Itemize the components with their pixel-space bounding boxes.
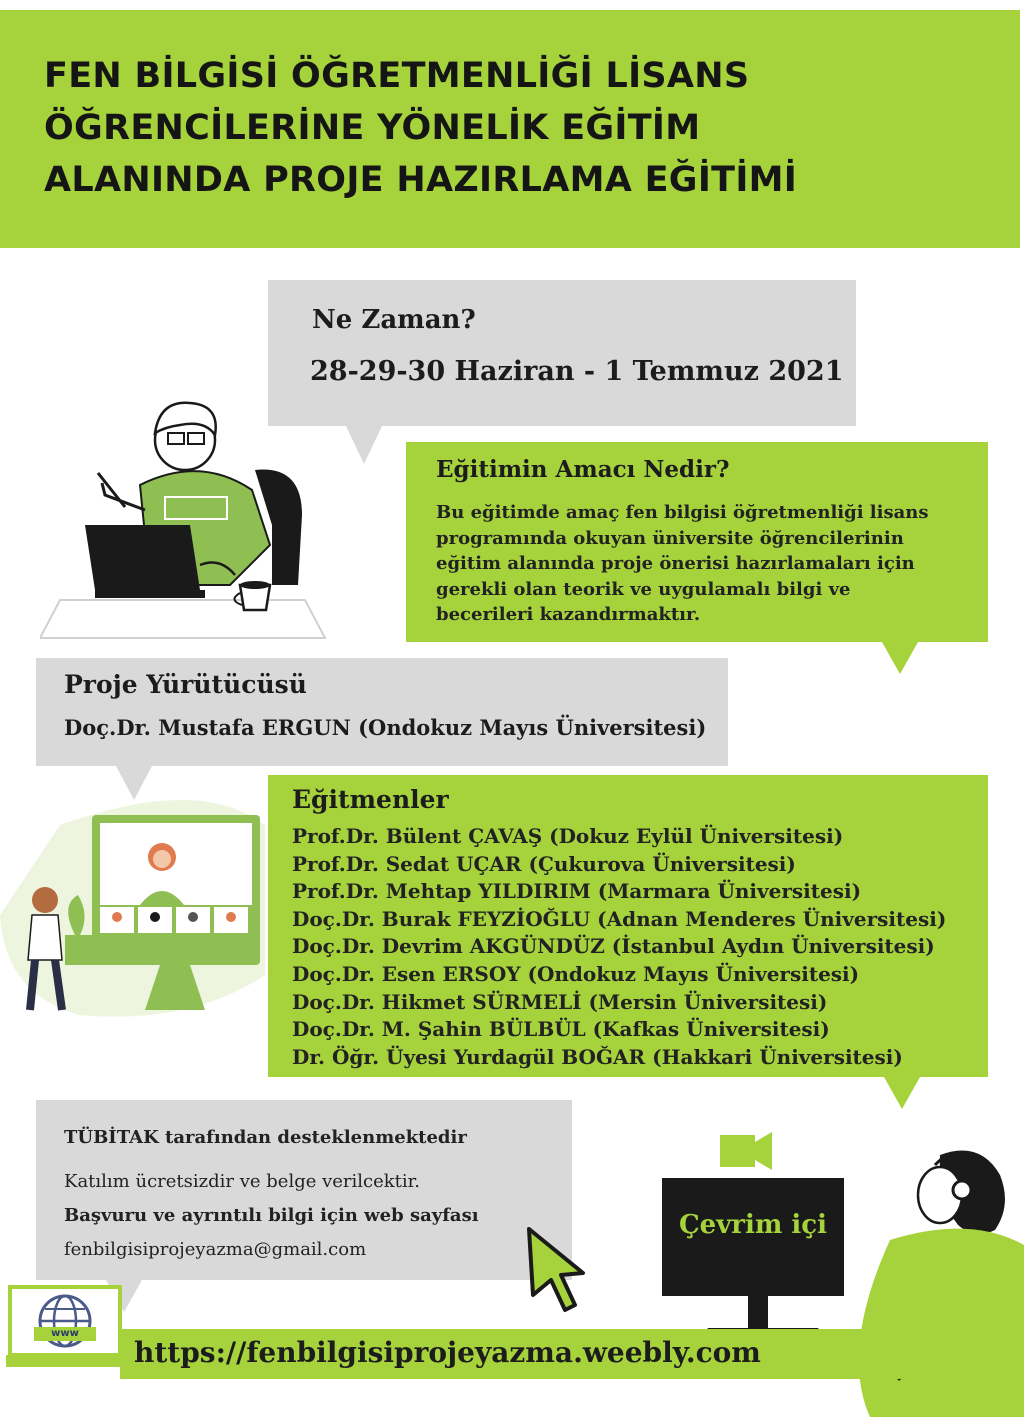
- when-box: [268, 280, 856, 426]
- trainer-item: Doç.Dr. M. Şahin BÜLBÜL (Kafkas Üniversitesi): [292, 1017, 830, 1042]
- purpose-line-5: becerileri kazandırmaktır.: [436, 604, 701, 625]
- trainer-item: Prof.Dr. Bülent ÇAVAŞ (Dokuz Eylül Üniversitesi): [292, 824, 844, 848]
- trainer-item: Doç.Dr. Esen ERSOY (Ondokuz Mayıs Üniversitesi): [292, 961, 860, 986]
- globe-laptop-icon: [6, 1283, 124, 1371]
- cursor-arrow-icon: [525, 1225, 589, 1315]
- free-text: Katılım ücretsizdir ve belge verilcektir.: [64, 1171, 421, 1192]
- title-line-3: ALANINDA PROJE HAZIRLAMA EĞİTİMİ: [44, 160, 798, 200]
- contact-email[interactable]: fenbilgisiprojeyazma@gmail.com: [64, 1239, 367, 1260]
- purpose-line-2: programında okuyan üniversite öğrencilerinin: [436, 527, 904, 549]
- website-url[interactable]: https://fenbilgisiprojeyazma.weebly.com: [134, 1336, 761, 1369]
- purpose-label: Eğitimin Amacı Nedir?: [436, 456, 730, 483]
- trainers-list: [292, 823, 946, 1071]
- purpose-line-3: eğitim alanında proje önerisi hazırlamaları için: [436, 553, 915, 574]
- trainer-item: Doç.Dr. Devrim AKGÜNDÜZ (İstanbul Aydın Üniversitesi): [292, 934, 935, 959]
- video-call-illustration: [0, 785, 272, 1030]
- title-line-2: ÖĞRENCİLERİNE YÖNELİK EĞİTİM: [44, 108, 701, 148]
- trainer-item: Prof.Dr. Sedat UÇAR (Çukurova Üniversitesi): [292, 851, 796, 876]
- when-box-pointer: [346, 426, 382, 464]
- header-banner: [0, 10, 1020, 248]
- when-dates: 28-29-30 Haziran - 1 Temmuz 2021: [310, 356, 844, 387]
- trainer-item: Doç.Dr. Hikmet SÜRMELİ (Mersin Üniversitesi): [292, 989, 828, 1014]
- title-line-1: FEN BİLGİSİ ÖĞRETMENLİĞİ LİSANS: [44, 56, 750, 96]
- person-laptop-illustration: [40, 395, 340, 650]
- purpose-text: [436, 500, 929, 628]
- purpose-box-pointer: [882, 642, 918, 674]
- purpose-line-1: Bu eğitimde amaç fen bilgisi öğretmenliği lisans: [436, 502, 929, 523]
- apply-text: Başvuru ve ayrıntılı bilgi için web sayfası: [64, 1205, 479, 1226]
- coordinator-name: Doç.Dr. Mustafa ERGUN (Ondokuz Mayıs Üniversitesi): [64, 715, 707, 740]
- when-label: Ne Zaman?: [312, 305, 476, 335]
- purpose-line-4: gerekli olan teorik ve uygulamalı bilgi ve: [436, 578, 851, 600]
- trainer-item: Doç.Dr. Burak FEYZİOĞLU (Adnan Menderes Üniversitesi): [292, 906, 947, 931]
- trainers-box-pointer: [884, 1077, 920, 1109]
- trainer-item: Dr. Öğr. Üyesi Yurdagül BOĞAR (Hakkari Üniversitesi): [292, 1044, 903, 1069]
- support-text: TÜBİTAK tarafından desteklenmektedir: [64, 1127, 467, 1148]
- coordinator-label: Proje Yürütücüsü: [64, 670, 307, 699]
- online-label: Çevrim içi: [678, 1210, 828, 1240]
- trainer-item: Prof.Dr. Mehtap YILDIRIM (Marmara Üniversitesi): [292, 879, 862, 904]
- trainers-label: Eğitmenler: [292, 785, 449, 814]
- globe-www-label: www: [51, 1328, 79, 1339]
